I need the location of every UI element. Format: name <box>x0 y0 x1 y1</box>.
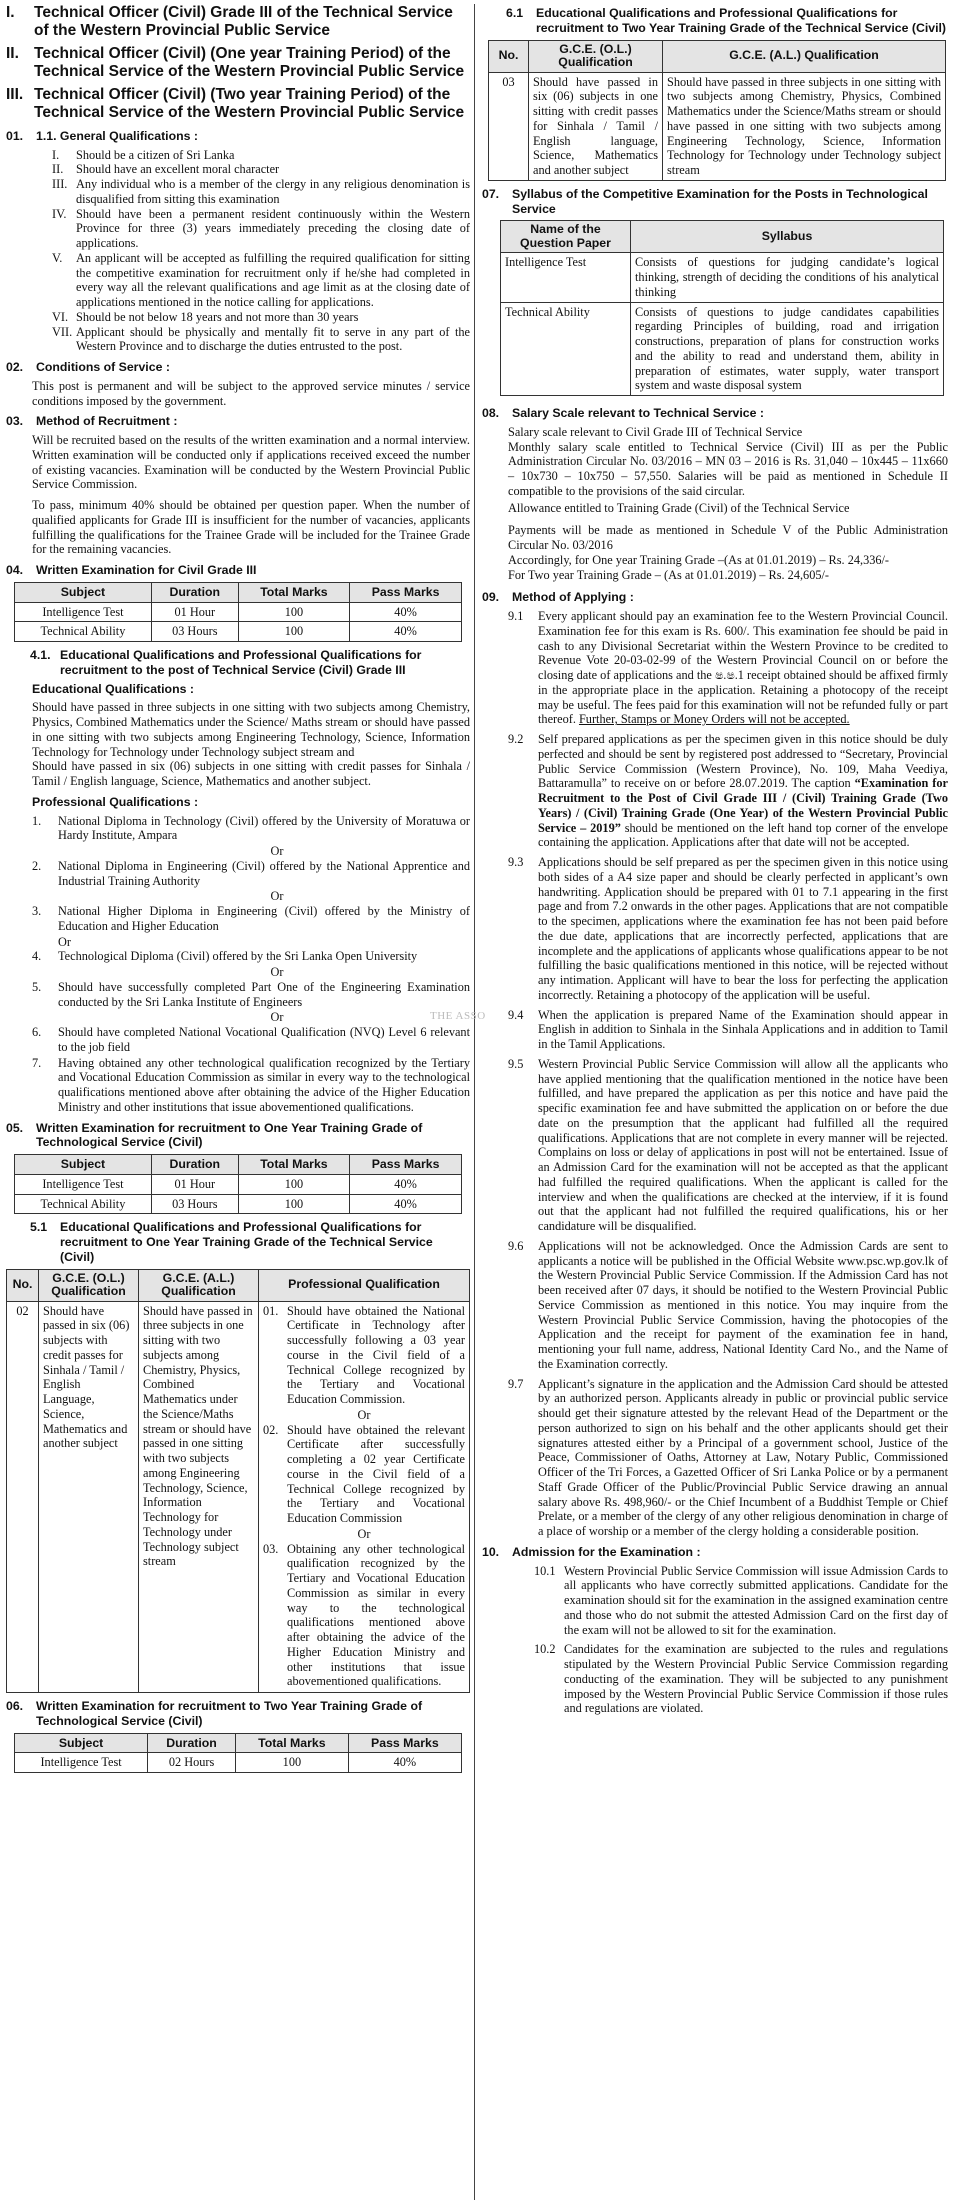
section-08-heading: 08. Salary Scale relevant to Technical Service : <box>482 406 764 421</box>
section-02-heading: 02. Conditions of Service : <box>6 360 170 375</box>
item-9-7: 9.7 Applicant’s signature in the application and the Admission Card should be attested by an authorized person. Applicants already in public or provincial public service should get their signature attested by the relevant Head of the Department or the person authorized to sign on his behalf and the other applicants should get their signatures attested either by a Principal of a government school, Justice of the Peace, Commissioner of Oaths, Attorney at Law, Notary Public, Commissioned Officer of the Tri Forces, a Gazetted Officer of Sri Lanka Police or by a permanent Staff Grade Officer of the Public/Provincial Public Service drawing an annual salary above Rs. 498,960/- or the Chief Incumbent of a Buddhist Temple or Chief Prelate, or a member of the clergy of any other religious denomination in charge of a place of worship or a member of the clergy holding a considerable position. <box>508 1376 948 1539</box>
item-9-1: 9.1 Every applicant should pay an examination fee to the Western Provincial Council. Examination fee for this exam is Rs. 600/. This examination fee should be paid in cash to any Divisional Secretariat within the Western Province to be credited to Revenue Vote 20-03-02-99 of the Western Provincial Council on or before the closing date of applications and the ෂ.ෂ.1 receipt obtained should be affixed firmly in the appropriate place in the application. Retaining a photocopy of the receipt may be useful. The fees paid for this examination will not be refunded fully or part thereof. Further, Stamps or Money Orders will not be accepted. <box>508 609 948 727</box>
salary-line-6: For Two year Training Grade – (As at 01.01.2019) – Rs. 24,605/- <box>508 567 829 582</box>
list-item: 1. National Diploma in Technology (Civil) offered by the University of Moratuwa or Hardy Institute, Ampara <box>32 813 470 843</box>
table-row: Technical Ability Consists of questions to judge candidates capabilities regarding Principles of building, road and irrigation constructions, preparation of plans for construction works and the ability to read and understand them, ability in preparation of estimates, water supply, water transport system and waste disposal system <box>501 302 944 396</box>
edu-qual-text-1: Should have passed in three subjects in one sitting with two subjects among Chemistry, Physics, Combined Mathematics under the Science/ Maths stream or should have passed in one sitting with two subjects among Engineering Technology, Science, Information Technology for Technology under Technology subject stream and <box>32 700 470 759</box>
table-row: Intelligence Test 02 Hours 100 40% <box>15 1753 462 1773</box>
two-year-qualifications-table: No. G.C.E. (O.L.) Qualification G.C.E. (A.L.) Qualification 03 Should have passed in six (06) subjects in one sitting with credit passes for Sinhala / Tamil / English language, Science, Mathematics and another subject Should have passed in three subjects in one sitting with two subjects among Chemistry, Physics, Combined Mathematics under the Science/Maths stream or should have passed in one sitting with two subjects among Engineering Technology, Science, Information Technology for Technology under Technology subject stream <box>488 40 946 181</box>
salary-line-3: Allowance entitled to Training Grade (Civil) of the Technical Service <box>508 500 850 515</box>
one-year-exam-table: Subject Duration Total Marks Pass Marks Intelligence Test 01 Hour 100 40% Technical Ability 03 Hours 100 40% <box>14 1154 462 1214</box>
list-item: 3. National Higher Diploma in Engineering (Civil) offered by the Ministry of Education and Higher Education <box>32 904 470 933</box>
item-9-5: 9.5 Western Provincial Public Service Commission will allow all the applicants who have applied mentioning that the qualification mentioned in the notice have been fulfilled, and have prepared the application as per this notice and have paid the specific examination fee and have submitted the application on or before the due date on the presumption that the applicant had fulfilled all the required qualifications. Applications that are not complete in every manner will be rejected. Complains on loss or delay of applications in post will not be entertained. Issue of an Admission Card for the examination will not be accepted as that the applicant had fulfilled the required qualifications. When the applicant is called for the interview and when the qualifications are checked at the interview, if it is found out that the applicant had not fulfilled the required qualifications, his or her candidature will be disqualified. <box>508 1056 948 1234</box>
edu-qual-text-2: Should have passed in six (06) subjects in one sitting with credit passes for Sinhala / Tamil / English language, Science, Mathematics and another subject. <box>32 759 470 789</box>
section-5-1-heading: 5.1 Educational Qualifications and Professional Qualifications for recruitment to One Year Training Grade of the Technical Service (Civil) <box>30 1220 433 1264</box>
item-9-2: 9.2 Self prepared applications as per the specimen given in this notice should be duly perfected and should be sent by registered post addressed to “Secretary, Provincial Public Service Commission (Western Province), No. 109, Maha Veediya, Battaramulla” to receive on or before 28.07.2019. The caption “Examination for Recruitment to the Post of Civil Grade III / (Civil) Training Grade (Two Years) / (Civil) Training Grade (One Year) of the Western Provincial Public Service – 2019” should be mentioned on the left hand top corner of the envelope containing the application. Applications after that date will not be accepted. <box>508 732 948 850</box>
one-year-qualifications-table: No. G.C.E. (O.L.) Qualification G.C.E. (A.L.) Qualification Professional Qualification 02 Should have passed in six (06) subjects with credit passes for Sinhala / Tamil / English Language, Science, Mathematics and another subject Should have passed in three subjects in one sitting with two subjects among Chemistry, Physics, Combined Mathematics under the Science/Maths stream or should have passed in one sitting with two subjects among Engineering Technology, Science, Information Technology for Technology under Technology subject stream 01. Should have obtained the National Certificate in Technology after successfully following a 03 year course in the Civil field of a Technical College recognized by the Tertiary and Vocational Education Commission. Or 02. Should have obtained the relevant Certificate after successfully completing a 02 year Certificate course in the Civil field of a Technical College recognized by the Tertiary and Vocational Education Commission Or 03. Obtaining any other technological qualification recognized by the Tertiary and Vocational Education Commission as similar in every way to the technological qualifications mentioned above after obtaining the advice of the Higher Education Ministry and other institutions that issue abovementioned qualifications. <box>6 1269 470 1694</box>
two-year-exam-table: Subject Duration Total Marks Pass Marks Intelligence Test 02 Hours 100 40% <box>14 1733 462 1774</box>
section-05-heading: 05. Written Examination for recruitment to One Year Training Grade of Technological Service (Civil) <box>6 1120 423 1150</box>
syllabus-table: Name of the Question Paper Syllabus Intelligence Test Consists of questions for judging candidate’s logical thinking, strength of deciding the conditions of his analytical thinking Technical Ability Consists of questions to judge candidates capabilities regarding Principles of building, road and irrigation constructions, preparation of plans for construction works and the ability to read and understand them, ability in preparation of estimates, water supply, water transport system and waste disposal system <box>500 220 944 396</box>
table-row: 03 Should have passed in six (06) subjects in one sitting with credit passes for Sinhala / Tamil / English language, Science, Mathematics and another subject Should have passed in three subjects in one sitting with two subjects among Chemistry, Physics, Combined Mathematics under the Science/Maths stream or should have passed in one sitting with two subjects among Engineering Technology, Science, Information Technology for Technology under Technology subject stream <box>489 72 946 180</box>
section-06-heading: 06. Written Examination for recruitment to Two Year Training Grade of Technological Service (Civil) <box>6 1699 423 1728</box>
table-row: Intelligence Test 01 Hour 100 40% <box>15 602 462 622</box>
list-item: IV. Should have been a permanent resident continuously within the Western Province for three (3) years immediately preceding the closing date of applications. <box>52 206 470 251</box>
item-9-6: 9.6 Applications will not be acknowledged. Once the Admission Cards are sent to applicants a notice will be published in the Official Website www.psc.wp.gov.lk of the Western Provincial Public Service Commission. If the Admission Card has not been received after 07 days, it should be notified to the Western Provincial Public Service Commission as mentioned in this notice. You may inquire from the Western Provincial Public Service Commission, having the photocopies of the Application and the receipt for payment of the examination fee in hand, mentioning your full name, address, National Identity Card No., and the Name of the Examination correctly. <box>508 1238 948 1371</box>
section-03-heading: 03. Method of Recruitment : <box>6 414 178 429</box>
item-9-3: 9.3 Applications should be self prepared as per the specimen given in this notice using both sides of a A4 size paper and should be clearly perfected in applicant’s own handwriting. Application should be prepared with 01 to 7.1 appearing in the first page and from 7.2 onwards in the other pages. Applications that are not compatible to the specimen, applications where the examination fee has not been paid before the due date, applications that are incorrectly perfected, applications that are incomplete and the applications of applicants whose qualifications appear to be not fulfilling the basic qualifications mentioned in this notice, will be rejected without any intimation. Applicant will have to bear the loss for perfecting the application incorrectly. Retaining a photocopy of the application will be useful. <box>508 855 948 1002</box>
salary-line-1: Salary scale relevant to Civil Grade III of Technical Service <box>508 424 803 439</box>
list-item: V. An applicant will be accepted as fulfilling the required qualification for sitting the competitive examination for recruitment only if he/she had completed in every way all the relevant qualifications and age limit as at the closing date of applications mentioned in the notice calling for applications. <box>52 250 470 310</box>
list-item: II. Should have an excellent moral character <box>52 162 280 177</box>
general-qualifications-list <box>50 148 470 355</box>
item-9-4: 9.4 When the application is prepared Name of the Examination should appear in English in addition to Sinhala in the Sinhala Applications and in addition to Tamil in the Tamil Applications. <box>508 1007 948 1052</box>
grade-iii-exam-table: Subject Duration Total Marks Pass Marks Intelligence Test 01 Hour 100 40% Technical Ability 03 Hours 100 40% <box>14 582 462 642</box>
section-09-heading: 09. Method of Applying : <box>482 590 634 605</box>
recruitment-text-2: To pass, minimum 40% should be obtained per question paper. When the number of qualified applicants for Grade III is insufficient for the number of vacancies, applicants fulfilling the qualifications for the Trainee Grade will be included for the Trainee Grade for the remaining vacancies. <box>32 498 470 557</box>
list-item: VI. Should be not below 18 years and not more than 30 years <box>52 309 359 324</box>
table-row: Intelligence Test 01 Hour 100 40% <box>15 1174 462 1194</box>
title-2: II. Technical Officer (Civil) (One year Training Period) of the Technical Service of the Western Provincial Public Service <box>6 44 465 80</box>
list-item: 6. Should have completed National Vocational Qualification (NVQ) Level 6 relevant to the job field <box>32 1025 470 1054</box>
list-item: I. Should be a citizen of Sri Lanka <box>52 147 235 162</box>
section-04-heading: 04. Written Examination for Civil Grade III <box>6 563 257 578</box>
item-10-1: 10.1 Western Provincial Public Service Commission will issue Admission Cards to all applicants who have correctly submitted applications. Candidate for the examination should sit for the examination in the assigned examination centre and those who do not submit the attested Admission Card on the first day of the exam will not be allowed to sit for the examination. <box>534 1563 948 1637</box>
table-row: 02 Should have passed in six (06) subjects with credit passes for Sinhala / Tamil / English Language, Science, Mathematics and another subject Should have passed in three subjects in one sitting with two subjects among Chemistry, Physics, Combined Mathematics under the Science/Maths stream or should have passed in one sitting with two subjects among Engineering Technology, Science, Information Technology for Technology under Technology subject stream 01. Should have obtained the National Certificate in Technology after successfully following a 03 year course in the Civil field of a Technical College recognized by the Tertiary and Vocational Education Commission. Or 02. Should have obtained the relevant Certificate after successfully completing a 02 year Certificate course in the Civil field of a Technical College recognized by the Tertiary and Vocational Education Commission Or 03. Obtaining any other technological qualification recognized by the Tertiary and Vocational Education Commission as similar in every way to the technological qualifications mentioned above after obtaining the advice of the Higher Education Ministry and other institutions that issue abovementioned qualifications. <box>7 1301 470 1693</box>
section-6-1-heading: 6.1 Educational Qualifications and Professional Qualifications for recruitment to Two Year Training Grade of the Technical Service (Civil) <box>506 6 947 35</box>
section-01-heading: 01. 1.1. General Qualifications : <box>6 128 198 143</box>
section-4-1-heading: 4.1. Educational Qualifications and Professional Qualifications for recruitment to the post of Technical Service (Civil) Grade III <box>30 648 422 677</box>
salary-line-4: Payments will be made as mentioned in Schedule V of the Public Administration Circular No. 03/2016 <box>508 523 948 553</box>
list-item: 5. Should have successfully completed Part One of the Engineering Examination conducted by the Sri Lanka Institute of Engineers <box>32 979 470 1009</box>
list-item: III. Any individual who is a member of the clergy in any religious denomination is disqualified from sitting this examination <box>52 177 470 206</box>
list-item: 4. Technological Diploma (Civil) offered by the Sri Lanka Open University <box>32 949 418 964</box>
table-row: Technical Ability 03 Hours 100 40% <box>15 1194 462 1214</box>
right-column <box>482 4 948 1721</box>
salary-line-5: Accordingly, for One year Training Grade –(As at 01.01.2019) – Rs. 24,336/- <box>508 552 890 567</box>
list-item: VII. Applicant should be physically and mentally fit to serve in any part of the Western Province and to discharge the duties entrusted to the post. <box>52 324 470 354</box>
section-07-heading: 07. Syllabus of the Competitive Examination for the Posts in Technological Service <box>482 186 928 216</box>
title-1: I. Technical Officer (Civil) Grade III of the Technical Service of the Western Provincial Public Service <box>6 4 453 39</box>
title-3: III. Technical Officer (Civil) (Two year Training Period) of the Technical Service of the Western Provincial Public Service <box>6 85 465 121</box>
watermark: THE ASSO <box>430 1010 486 1022</box>
educational-qualifications-heading: Educational Qualifications : <box>32 681 194 696</box>
table-row: Technical Ability 03 Hours 100 40% <box>15 622 462 642</box>
professional-qualifications-heading: Professional Qualifications : <box>32 794 199 809</box>
item-10-2: 10.2 Candidates for the examination are subjected to the rules and regulations stipulated by the Western Provincial Public Service Commission regarding conducting of the examination. They will be subjected to any punishment imposed by the Western Provincial Public Service Commission if those rules and regulations are violated. <box>534 1642 948 1716</box>
salary-line-2: Monthly salary scale entitled to Technical Service (Civil) III as per the Public Administration Circular No. 03/2016 – MN 03 – 2016 is Rs. 31,040 – 10x445 – 11x660 – 10x730 – 10x750 – 57,550. Salaries will be paid as mentioned in Schedule II compatible to the provisions of the said circular. <box>508 439 948 498</box>
table-row: Intelligence Test Consists of questions for judging candidate’s logical thinking, strength of deciding the conditions of his analytical thinking <box>501 253 944 302</box>
column-divider <box>474 4 475 2200</box>
list-item: 2. National Diploma in Engineering (Civil) offered by the National Apprentice and Industrial Training Authority <box>32 858 470 888</box>
recruitment-text-1: Will be recruited based on the results of the written examination and a normal interview. Written examination will be conducted only if applications received exceed the number of existing vacancies. Examination will be conducted by the Western Provincial Public Service Commission. <box>32 433 470 492</box>
professional-qualifications-list: 1. National Diploma in Technology (Civil) offered by the University of Moratuwa or Hardy Institute, Ampara Or 2. National Diploma in Engineering (Civil) offered by the National Apprentice and Industrial Training Authority Or 3. National Higher Diploma in Engineering (Civil) offered by the Ministry of Education and Higher Education Or 4. Technological Diploma (Civil) offered by the Sri Lanka Open University Or 5. Should have successfully completed Part One of the Engineering Examination conducted by the Sri Lanka Institute of Engineers Or 6. Should have completed National Vocational Qualification (NVQ) Level 6 relevant to the job field 7. Having obtained any other technological qualification recognized by the Tertiary and Vocational Education Commission as similar in every way to the technological qualifications mentioned above after obtaining the advice of the Higher Education Ministry and other institutions that issue abovementioned qualifications. <box>32 813 470 1114</box>
conditions-text: This post is permanent and will be subject to the approved service minutes / service conditions imposed by the government. <box>32 378 470 408</box>
left-column <box>6 4 470 1779</box>
list-item: 7. Having obtained any other technological qualification recognized by the Tertiary and Vocational Education Commission as similar in every way to the technological qualifications mentioned above after obtaining the advice of the Higher Education Ministry and other institutions that issue abovementioned qualifications. <box>32 1055 470 1114</box>
section-10-heading: 10. Admission for the Examination : <box>482 1544 701 1559</box>
